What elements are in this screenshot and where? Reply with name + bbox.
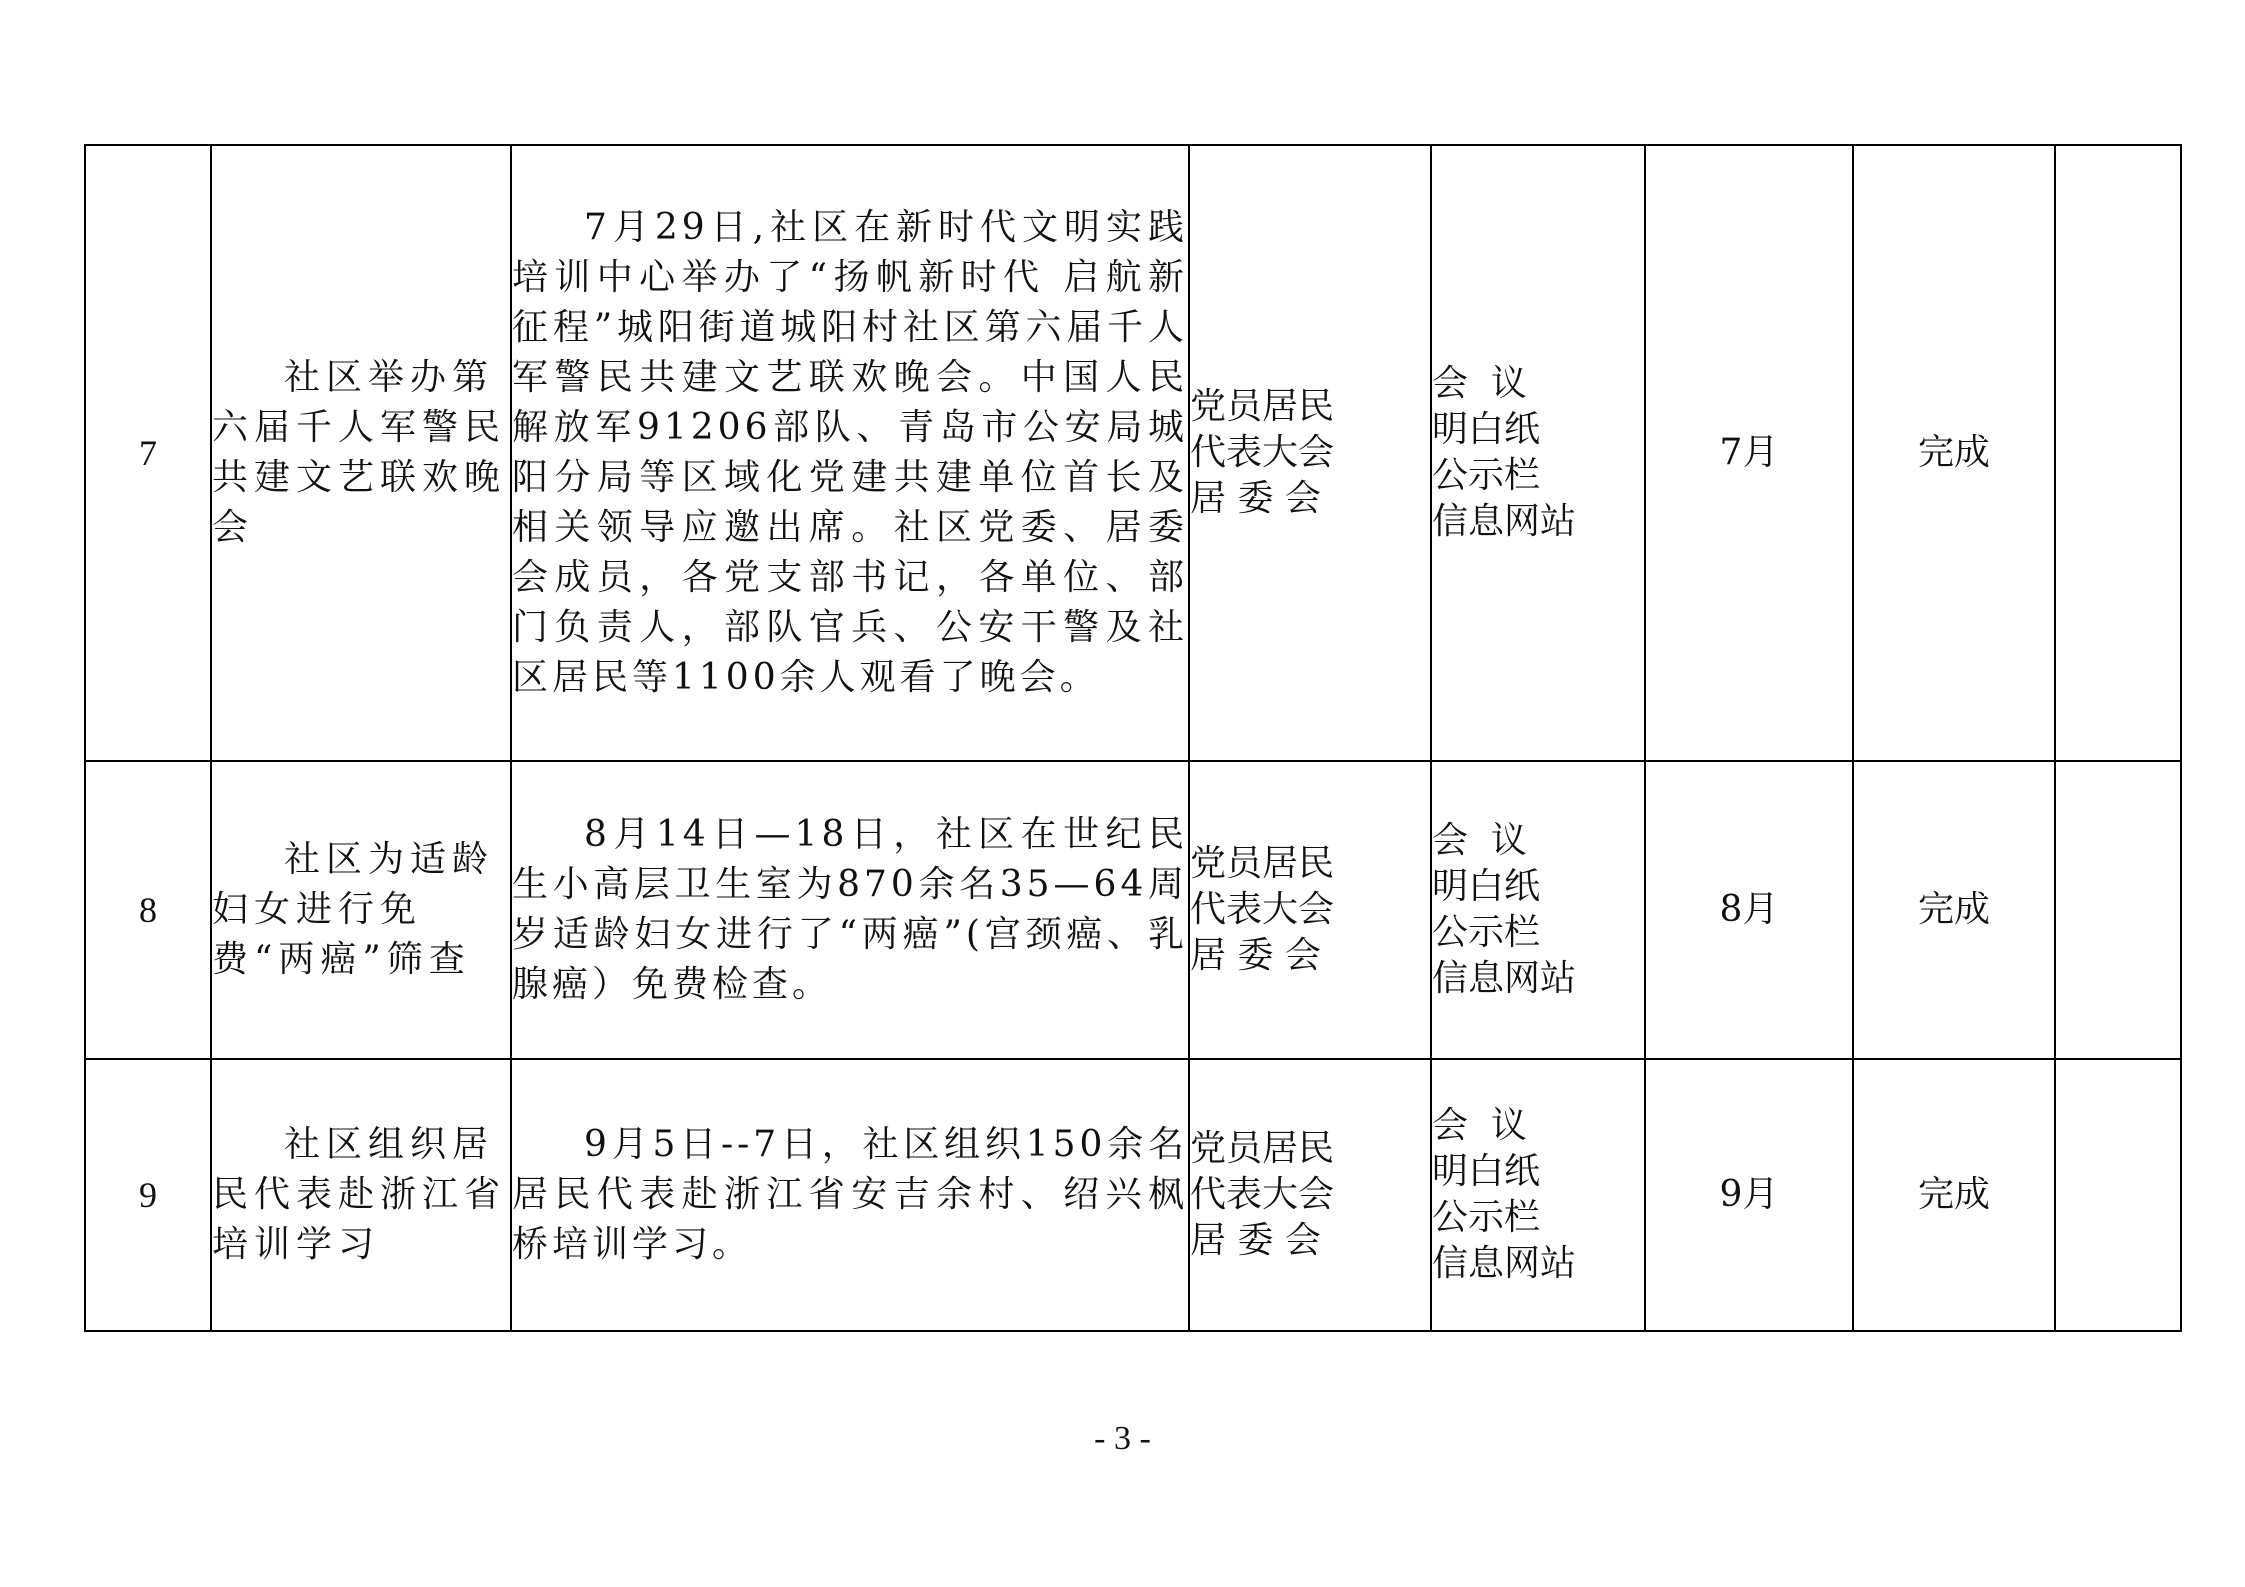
row-description (511, 145, 1189, 761)
table-row (85, 1059, 2181, 1331)
publicity-line: 公示栏 (1432, 1197, 1541, 1238)
publicity-line: 公示栏 (1432, 455, 1541, 496)
row-status: 完成 (1853, 1059, 2055, 1331)
row-description-text: 7月29日,社区在新时代文明实践培训中心举办了“扬帆新时代 启航新征程”城阳街道城阳村社区第六届千人军警民共建文艺联欢晚会。中国人民解放军91206部队、青岛市公安局城阳分局等区域化党建共建单位首长及相关领导应邀出席。社区党委、居委会成员，各党支部书记，各单位、部门负责人，部队官兵、公安干警及社区居民等1100余人观看了晚会。 (512, 207, 1188, 698)
row-organizers (1189, 1059, 1431, 1331)
publicity-line: 信息网站 (1432, 958, 1577, 999)
publicity-line: 公示栏 (1432, 912, 1541, 953)
publicity-line: 信息网站 (1432, 501, 1577, 542)
row-publicity (1431, 761, 1645, 1059)
row-index: 8 (85, 761, 211, 1059)
row-organizers (1189, 145, 1431, 761)
publicity-line: 会 议 (1432, 820, 1527, 861)
organizer-line: 党员居民 (1190, 843, 1335, 884)
organizer-line: 代表大会 (1190, 432, 1335, 473)
row-title (211, 145, 511, 761)
publicity-line: 明白纸 (1432, 866, 1541, 907)
table-row (85, 145, 2181, 761)
row-note (2055, 761, 2181, 1059)
row-publicity (1431, 145, 1645, 761)
row-index: 7 (85, 145, 211, 761)
row-title-text: 社区组织居民代表赴浙江省培训学习 (212, 1124, 507, 1265)
organizer-line: 代表大会 (1190, 889, 1335, 930)
publicity-line: 明白纸 (1432, 409, 1541, 450)
organizer-line: 居 委 会 (1190, 478, 1321, 519)
publicity-line: 会 议 (1432, 363, 1527, 404)
publicity-line: 会 议 (1432, 1105, 1527, 1146)
publicity-line: 信息网站 (1432, 1243, 1577, 1284)
table-row (85, 761, 2181, 1059)
row-title (211, 761, 511, 1059)
activity-table (84, 144, 2182, 1332)
row-note (2055, 145, 2181, 761)
row-description-text: 9月5日--7日，社区组织150余名居民代表赴浙江省安吉余村、绍兴枫桥培训学习。 (512, 1124, 1188, 1265)
row-status: 完成 (1853, 761, 2055, 1059)
organizer-line: 居 委 会 (1190, 1220, 1321, 1261)
row-publicity (1431, 1059, 1645, 1331)
row-description (511, 761, 1189, 1059)
row-month: 9月 (1645, 1059, 1853, 1331)
row-note (2055, 1059, 2181, 1331)
row-organizers (1189, 761, 1431, 1059)
row-month: 7月 (1645, 145, 1853, 761)
organizer-line: 代表大会 (1190, 1174, 1335, 1215)
row-status: 完成 (1853, 145, 2055, 761)
organizer-line: 居 委 会 (1190, 935, 1321, 976)
row-description-text: 8月14日—18日，社区在世纪民生小高层卫生室为870余名35—64周岁适龄妇女进行了“两癌”(宫颈癌、乳腺癌）免费检查。 (512, 814, 1188, 1005)
row-description (511, 1059, 1189, 1331)
row-index: 9 (85, 1059, 211, 1331)
row-month: 8月 (1645, 761, 1853, 1059)
page-number: - 3 - (1094, 1420, 1151, 1457)
organizer-line: 党员居民 (1190, 386, 1335, 427)
organizer-line: 党员居民 (1190, 1128, 1335, 1169)
publicity-line: 明白纸 (1432, 1151, 1541, 1192)
row-title (211, 1059, 511, 1331)
row-title-text: 社区举办第六届千人军警民共建文艺联欢晚会 (212, 357, 507, 548)
row-title-text: 社区为适龄妇女进行免费“两癌”筛查 (212, 839, 495, 980)
